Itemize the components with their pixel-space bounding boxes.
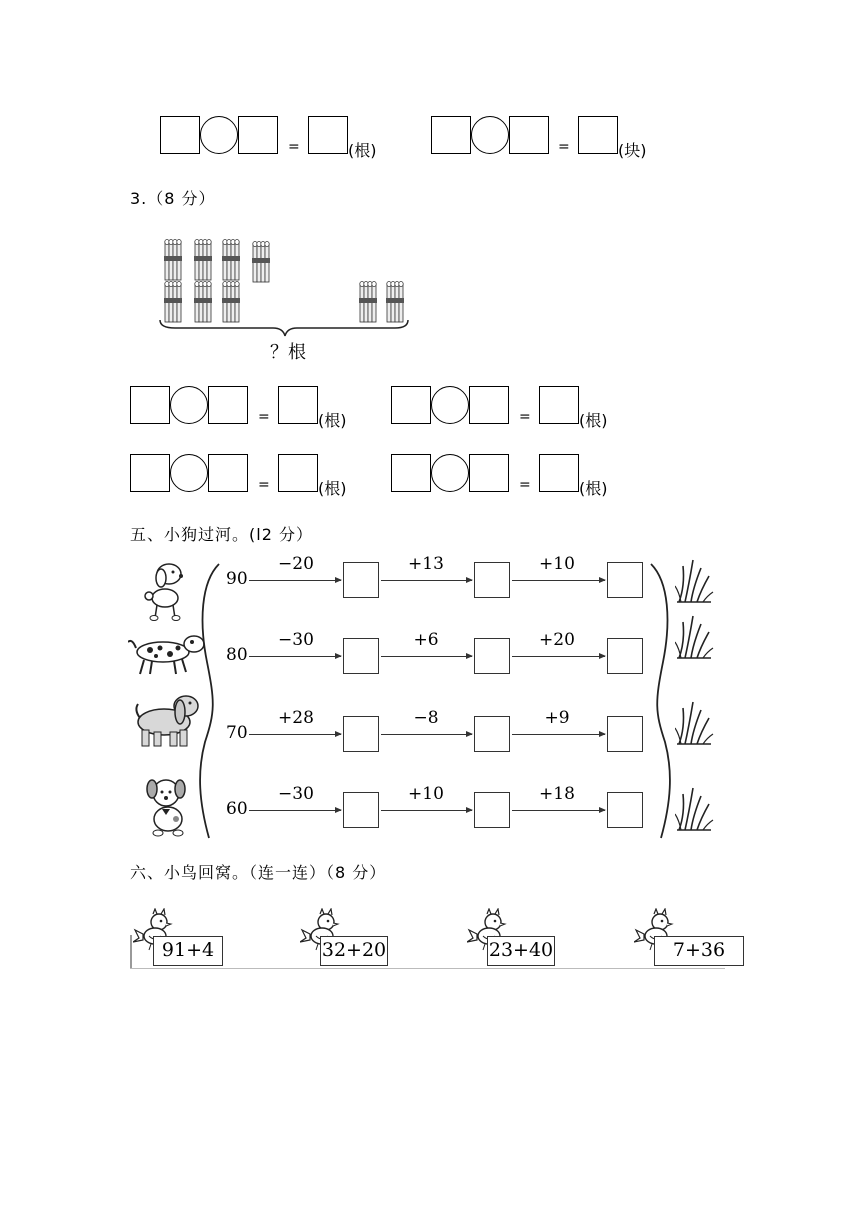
operation-label: +9 [544,708,570,728]
answer-box[interactable] [474,638,510,674]
start-number: 90 [226,569,248,589]
arrow-icon [512,580,605,581]
arrow-icon [249,810,341,811]
operation-label: +20 [539,630,575,650]
stick-bundle-icon [164,282,182,323]
stick-bundle-icon [222,282,240,323]
answer-box[interactable] [607,716,643,752]
answer-box[interactable] [607,562,643,598]
stick-bundle-icon [252,242,270,283]
answer-box[interactable] [539,454,579,492]
bird-expression-box[interactable]: 7+36 [654,936,744,966]
arrow-icon [512,734,605,735]
operation-label: +6 [413,630,439,650]
answer-box[interactable] [130,454,170,492]
answer-box[interactable] [474,562,510,598]
bird-expression-box[interactable]: 23+40 [487,936,555,966]
answer-box[interactable] [474,792,510,828]
answer-box[interactable] [343,792,379,828]
answer-box[interactable] [539,386,579,424]
answer-box[interactable] [474,716,510,752]
answer-box[interactable] [607,792,643,828]
arrow-icon [512,810,605,811]
operation-label: −8 [413,708,439,728]
operator-circle[interactable] [200,116,238,154]
operation-label: +18 [539,784,575,804]
answer-box[interactable] [343,716,379,752]
answer-box[interactable] [238,116,278,154]
arrow-icon [249,734,341,735]
stick-bundle-icon [194,282,212,323]
section-6-heading: 六、小鸟回窝。（连一连）（8 分） [130,863,387,882]
operator-circle[interactable] [431,386,469,424]
answer-box[interactable] [607,638,643,674]
divider-line-left [130,935,132,969]
equals-sign: = [258,409,270,425]
answer-box[interactable] [578,116,618,154]
operator-circle[interactable] [471,116,509,154]
arrow-icon [381,734,472,735]
unit-label: (根) [318,411,347,430]
operator-circle[interactable] [431,454,469,492]
operation-label: +10 [408,784,444,804]
unit-label: (根) [348,141,377,160]
grass-icon [675,784,715,832]
answer-box[interactable] [208,454,248,492]
operator-circle[interactable] [170,386,208,424]
answer-box[interactable] [278,454,318,492]
stick-bundle-icon [359,282,377,323]
equals-sign: = [288,139,300,155]
arrow-icon [249,580,341,581]
dog-poodle-icon [135,560,195,622]
stick-bundle-icon [222,240,240,281]
answer-box[interactable] [278,386,318,424]
equals-sign: = [258,477,270,493]
river-bank-left [195,562,225,840]
answer-box[interactable] [469,386,509,424]
brace-label: ？根 [270,342,306,363]
arrow-icon [381,810,472,811]
arrow-icon [381,580,472,581]
answer-box[interactable] [160,116,200,154]
question-3-heading: 3.（8 分） [130,189,216,208]
bird-expression-box[interactable]: 91+4 [153,936,223,966]
operation-label: +13 [408,554,444,574]
operation-label: −30 [278,784,314,804]
equals-sign: = [558,139,570,155]
operation-label: +28 [278,708,314,728]
answer-box[interactable] [208,386,248,424]
start-number: 60 [226,799,248,819]
river-bank-right [645,562,675,840]
answer-box[interactable] [391,454,431,492]
start-number: 80 [226,645,248,665]
equals-sign: = [519,477,531,493]
answer-box[interactable] [130,386,170,424]
answer-box[interactable] [343,638,379,674]
unit-label: (根) [579,411,608,430]
grass-icon [675,698,715,746]
grass-icon [675,612,715,660]
dog-puppy-icon [136,775,202,839]
stick-bundle-icon [164,240,182,281]
grass-icon [675,556,715,604]
equals-sign: = [519,409,531,425]
bird-expression-box[interactable]: 32+20 [320,936,388,966]
answer-box[interactable] [509,116,549,154]
answer-box[interactable] [308,116,348,154]
section-5-heading: 五、小狗过河。(l2 分） [130,525,313,544]
operation-label: +10 [539,554,575,574]
arrow-icon [512,656,605,657]
operation-label: −30 [278,630,314,650]
stick-bundle-icon [194,240,212,281]
unit-label: (根) [579,479,608,498]
arrow-icon [249,656,341,657]
unit-label: (根) [318,479,347,498]
arrow-icon [381,656,472,657]
operation-label: −20 [278,554,314,574]
answer-box[interactable] [343,562,379,598]
answer-box[interactable] [431,116,471,154]
answer-box[interactable] [469,454,509,492]
unit-label: (块) [618,141,647,160]
stick-bundle-icon [386,282,404,323]
bottom-rule [130,968,725,969]
start-number: 70 [226,723,248,743]
operator-circle[interactable] [170,454,208,492]
answer-box[interactable] [391,386,431,424]
